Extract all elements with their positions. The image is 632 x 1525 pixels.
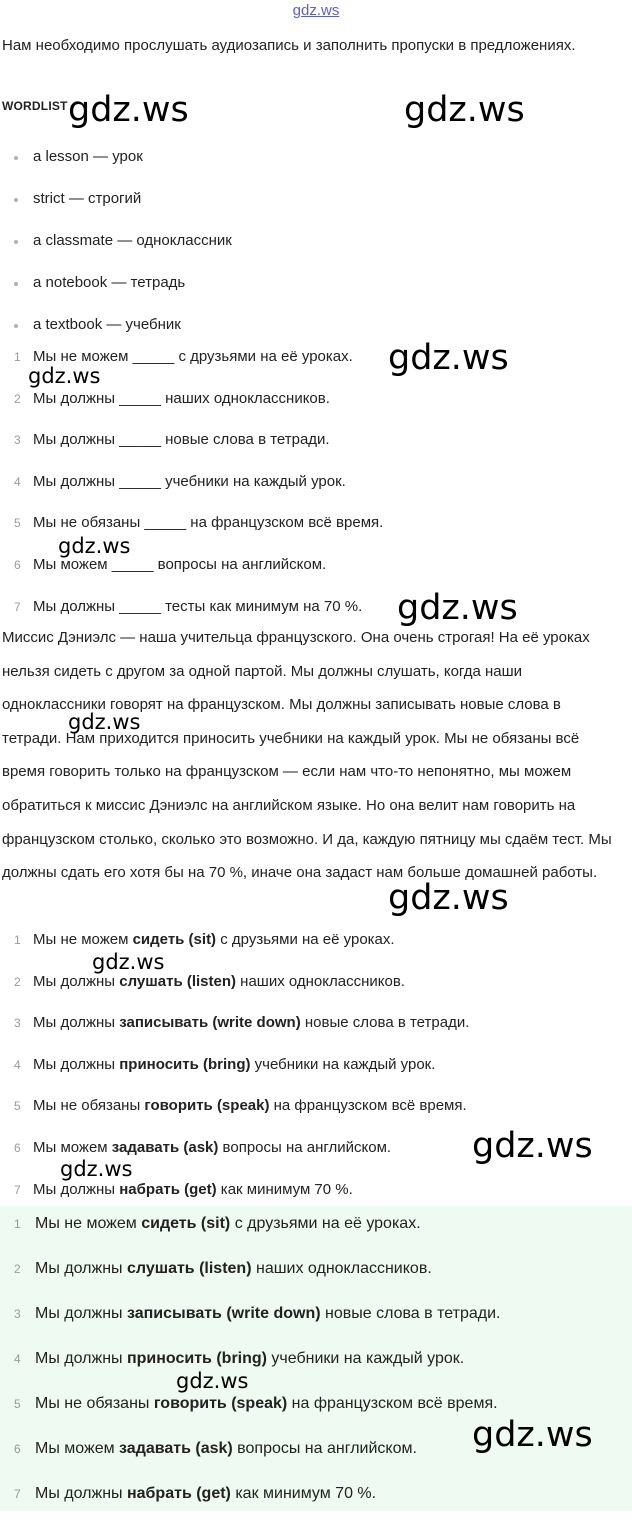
answer-word: набрать (get)	[119, 1180, 217, 1198]
answer-word: сидеть (sit)	[132, 931, 217, 948]
item-number: 5	[14, 1397, 21, 1411]
bullet-icon	[14, 282, 18, 286]
item-number: 7	[14, 599, 21, 614]
item-number: 3	[14, 1016, 21, 1031]
watermark: gdz.ws	[397, 588, 518, 628]
watermark: gdz.ws	[92, 950, 165, 974]
item-text: Мы можем _____ вопросы на английском.	[33, 555, 327, 573]
item-number: 7	[14, 1182, 21, 1197]
item-text: Мы должны _____ новые слова в тетради.	[33, 431, 330, 449]
bullet-icon	[14, 324, 18, 328]
item-number: 6	[14, 1140, 21, 1155]
item-number: 4	[14, 1352, 21, 1366]
gap-fill-item	[14, 465, 383, 507]
watermark: gdz.ws	[388, 338, 509, 378]
answer-item: 7 Мы должны набрать (get) как минимум 70 %.	[14, 1480, 500, 1525]
item-number: 4	[14, 474, 21, 489]
answer-word: приносить (bring)	[119, 1055, 251, 1073]
bullet-icon	[14, 156, 18, 160]
answer-item: 1 Мы не можем сидеть (sit) с друзьями на её уроках.	[14, 1210, 500, 1255]
answer-item: 3 Мы должны записывать (write down) новые слова в тетради.	[14, 1006, 469, 1048]
item-number: 3	[14, 433, 21, 448]
watermark: gdz.ws	[472, 1126, 593, 1166]
watermark: gdz.ws	[68, 90, 189, 130]
watermark: gdz.ws	[68, 710, 141, 734]
item-text: Мы должны _____ наших одноклассников.	[33, 389, 330, 407]
wordlist-item-text: a lesson — урок	[33, 148, 143, 165]
item-number: 5	[14, 1099, 21, 1114]
answer-item: 6 Мы можем задавать (ask) вопросы на английском.	[14, 1131, 469, 1173]
wordlist-item-text: a notebook — тетрадь	[33, 274, 186, 291]
wordlist-item-text: a textbook — учебник	[33, 316, 181, 333]
site-link[interactable]: gdz.ws	[292, 2, 340, 19]
watermark: gdz.ws	[472, 1415, 593, 1455]
answer-item: 7 Мы должны набрать (get) как минимум 70 %.	[14, 1173, 469, 1215]
wordlist-item-text: strict — строгий	[33, 190, 142, 207]
item-number: 2	[14, 974, 21, 989]
wordlist	[14, 140, 232, 350]
item-number: 1	[14, 1217, 21, 1231]
answer-word: записывать (write down)	[126, 1305, 321, 1322]
answer-item: 5 Мы не обязаны говорить (speak) на французском всё время.	[14, 1390, 500, 1435]
passage-text: Миссис Дэниэлс — наша учительца французского. Она очень строгая! На её уроках нельзя сидеть с другом за одной партой. Мы должны слушать, когда наши одноклассники говорят на французском. Мы должны записывать новые слова в тетради. Нам приходится приносить учебники на каждый урок. Мы не обязаны всё время говорить только на французском — если нам что-то непонятно, мы можем обратиться к миссис Дэниэлс на английском языке. Но она велит нам говорить на французском столько, сколько это возможно. И да, каждую пятницу мы сдаём тест. Мы должны сдать его хотя бы на 70 %, иначе она задаст нам больше домашней работы.	[2, 629, 612, 882]
answer-word: слушать (listen)	[126, 1260, 252, 1277]
watermark: gdz.ws	[28, 364, 101, 388]
watermark: gdz.ws	[176, 1369, 249, 1393]
item-text: Мы должны _____ учебники на каждый урок.	[33, 472, 346, 490]
answer-word: задавать (ask)	[111, 1138, 219, 1156]
item-text: Мы не можем _____ с друзьями на её уроках.	[33, 348, 353, 365]
answer-item: 4 Мы должны приносить (bring) учебники на каждый урок.	[14, 1048, 469, 1090]
item-number: 3	[14, 1307, 21, 1321]
answer-word: говорить (speak)	[144, 1097, 270, 1115]
item-number: 7	[14, 1487, 21, 1501]
bullet-icon	[14, 240, 18, 244]
watermark: gdz.ws	[60, 1157, 133, 1181]
item-number: 6	[14, 557, 21, 572]
gap-fill-item	[14, 423, 383, 465]
item-number: 2	[14, 1262, 21, 1276]
answer-item: 2 Мы должны слушать (listen) наших одноклассников.	[14, 1255, 500, 1300]
answer-item: 4 Мы должны приносить (bring) учебники на каждый урок.	[14, 1345, 500, 1390]
answer-word: задавать (ask)	[119, 1440, 233, 1457]
answer-word: приносить (bring)	[126, 1350, 267, 1367]
item-number: 1	[14, 350, 21, 364]
item-number: 4	[14, 1057, 21, 1072]
item-number: 6	[14, 1442, 21, 1456]
answer-word: набрать (get)	[126, 1485, 231, 1502]
answer-word: говорить (speak)	[153, 1395, 288, 1412]
item-text: Мы должны _____ тесты как минимум на 70 %.	[33, 597, 363, 615]
answer-item: 3 Мы должны записывать (write down) новые слова в тетради.	[14, 1300, 500, 1345]
wordlist-item	[14, 182, 232, 224]
answer-item: 5 Мы не обязаны говорить (speak) на французском всё время.	[14, 1089, 469, 1131]
item-number: 2	[14, 391, 21, 406]
wordlist-heading: WORDLIST	[2, 99, 68, 113]
item-number: 5	[14, 516, 21, 531]
answers-highlight-box	[0, 1206, 632, 1511]
watermark: gdz.ws	[388, 878, 509, 918]
wordlist-item	[14, 266, 232, 308]
answer-item: 2 Мы должны слушать (listen) наших одноклассников.	[14, 965, 469, 1007]
bullet-icon	[14, 198, 18, 202]
wordlist-item-text: a classmate — одноклассник	[33, 232, 232, 249]
wordlist-item	[14, 140, 232, 182]
answer-item: 6 Мы можем задавать (ask) вопросы на английском.	[14, 1435, 500, 1480]
watermark: gdz.ws	[58, 534, 131, 558]
answer-item: 1 Мы не можем сидеть (sit) с друзьями на её уроках.	[14, 923, 469, 965]
answer-word: записывать (write down)	[119, 1014, 301, 1032]
item-number: 1	[14, 933, 21, 947]
intro-text: Нам необходимо прослушать аудиозапись и заполнить пропуски в предложениях.	[2, 37, 576, 54]
watermark: gdz.ws	[404, 90, 525, 130]
answer-word: слушать (listen)	[119, 972, 236, 990]
item-text: Мы не обязаны _____ на французском всё время.	[33, 514, 384, 532]
answer-list-highlighted	[14, 1210, 500, 1525]
wordlist-item	[14, 224, 232, 266]
answer-word: сидеть (sit)	[141, 1215, 231, 1232]
